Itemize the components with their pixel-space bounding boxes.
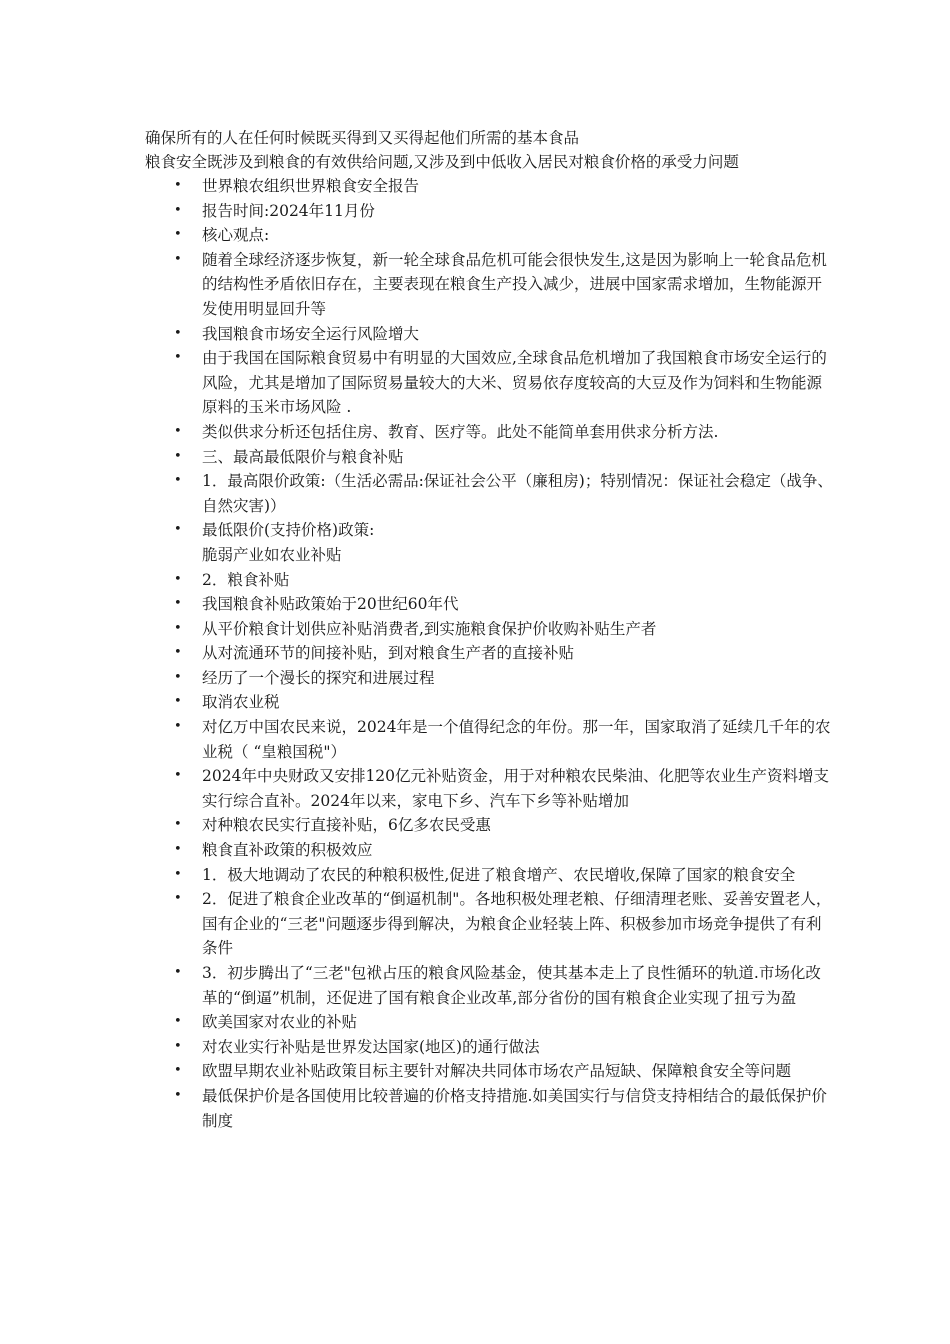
- bullet-icon: •: [174, 1038, 182, 1054]
- list-item-text: 取消农业税: [202, 693, 280, 712]
- bullet-icon: •: [174, 350, 182, 366]
- list-item: [145, 1084, 835, 1133]
- bullet-icon: •: [174, 891, 182, 907]
- list-item: [145, 1010, 835, 1035]
- bullet-icon: •: [174, 965, 182, 980]
- bullet-icon: •: [174, 1014, 182, 1030]
- list-item-text: 世界粮农组织世界粮食安全报告: [202, 177, 420, 195]
- list-item-text: 2024年中央财政又安排120亿元补贴资金，用于对种粮农民柴油、化肥等农业生产资料增支实行综合直补。2024年以来，家电下乡、汽车下乡等补贴增加: [202, 767, 830, 810]
- list-item-text: 1．极大地调动了农民的种粮积极性,促进了粮食增产、农民增收,保障了国家的粮食安全: [202, 865, 796, 884]
- list-item: [145, 445, 835, 470]
- bullet-icon: •: [174, 202, 182, 218]
- list-item: [145, 543, 835, 568]
- bullet-icon: •: [174, 448, 182, 464]
- list-item-text: 类似供求分析还包括住房、教育、医疗等。此处不能简单套用供求分析方法.: [202, 422, 719, 441]
- list-item: [145, 420, 835, 445]
- list-item: [145, 1035, 835, 1060]
- list-item: [145, 863, 835, 888]
- list-item-text: 三、最高最低限价与粮食补贴: [202, 447, 404, 466]
- list-item: [145, 715, 835, 764]
- list-item: [145, 887, 835, 961]
- list-item-text: 报告时间:2024年11月份: [202, 201, 375, 220]
- list-item: [145, 518, 835, 543]
- list-item-text: 3．初步腾出了“三老"包袱占压的粮食风险基金，使其基本走上了良性循环的轨道.市场化改革的“倒逼”机制，还促进了国有粮食企业改革,部分省份的国有粮食企业实现了扭亏为盈: [202, 964, 821, 1007]
- list-item-text: 欧美国家对农业的补贴: [202, 1013, 358, 1032]
- list-item: [145, 641, 835, 666]
- list-item-text: 1．最高限价政策:（生活必需品:保证社会公平（廉租房)；特别情况：保证社会稳定（战争、自然灾害)）: [202, 472, 833, 515]
- list-item-text: 从平价粮食计划供应补贴消费者,到实施粮食保护价收购补贴生产者: [202, 619, 657, 638]
- bullet-icon: •: [174, 768, 182, 784]
- bullet-icon: •: [174, 842, 182, 858]
- bullet-icon: •: [174, 227, 182, 243]
- list-item: [145, 174, 835, 199]
- list-item-text: 由于我国在国际粮食贸易中有明显的大国效应,全球食品危机增加了我国粮食市场安全运行的风险，尤其是增加了国际贸易量较大的大米、贸易依存度较高的大豆及作为饲料和生物能源原料的玉米市场风险 .: [202, 349, 827, 417]
- list-item: [145, 322, 835, 347]
- list-item: [145, 592, 835, 617]
- list-item: [145, 838, 835, 863]
- bullet-icon: •: [174, 473, 182, 489]
- list-item: [145, 813, 835, 838]
- list-item-text: 核心观点:: [202, 226, 270, 245]
- list-item-text: 我国粮食补贴政策始于20世纪60年代: [202, 595, 459, 614]
- list-item: [145, 248, 835, 322]
- list-item-text: 从对流通环节的间接补贴，到对粮食生产者的直接补贴: [202, 644, 575, 663]
- list-item: [145, 617, 835, 642]
- document-page: [145, 126, 835, 1133]
- bullet-icon: •: [174, 669, 182, 685]
- bullet-icon: •: [174, 620, 182, 636]
- bullet-icon: •: [174, 817, 182, 833]
- bullet-icon: •: [174, 1063, 182, 1079]
- bullet-icon: •: [174, 596, 182, 612]
- bullet-icon: •: [174, 645, 182, 661]
- list-item-text: 粮食直补政策的积极效应: [202, 841, 373, 860]
- list-item: [145, 666, 835, 691]
- bullet-icon: •: [174, 1087, 182, 1103]
- list-item: [145, 1059, 835, 1084]
- list-item: [145, 469, 835, 518]
- bullet-icon: •: [174, 522, 182, 538]
- list-item: [145, 690, 835, 715]
- bullet-icon: •: [174, 178, 182, 193]
- bullet-icon: •: [174, 866, 182, 882]
- list-item-text: 我国粮食市场安全运行风险增大: [202, 324, 420, 343]
- list-item-text: 对农业实行补贴是世界发达国家(地区)的通行做法: [202, 1037, 540, 1056]
- intro-line-2: 粮食安全既涉及到粮食的有效供给问题,又涉及到中低收入居民对粮食价格的承受力问题: [145, 153, 739, 171]
- bullet-icon: •: [174, 571, 182, 587]
- list-item-text: 2．促进了粮食企业改革的“倒逼机制"。各地积极处理老粮、仔细清理老账、妥善安置老人，国有企业的“三老"问题逐步得到解决，为粮食企业轻装上阵、积极参加市场竞争提供了有利条件: [202, 890, 832, 958]
- list-item: [145, 199, 835, 224]
- list-item-text: 最低限价(支持价格)政策:: [202, 521, 375, 540]
- list-item: [145, 223, 835, 248]
- list-item-text: 经历了一个漫长的探究和进展过程: [202, 668, 435, 687]
- bullet-icon: •: [174, 694, 182, 710]
- bullet-icon: •: [174, 423, 182, 439]
- list-item: [145, 568, 835, 593]
- list-item-text: 欧盟早期农业补贴政策目标主要针对解决共同体市场农产品短缺、保障粮食安全等问题: [202, 1062, 792, 1081]
- list-item-text: 最低保护价是各国使用比较普遍的价格支持措施.如美国实行与信贷支持相结合的最低保护价制度: [202, 1086, 827, 1130]
- list-item-text: 2．粮食补贴: [202, 570, 290, 589]
- list-item-text: 对种粮农民实行直接补贴，6亿多农民受惠: [202, 816, 491, 835]
- bullet-list: [145, 174, 835, 1133]
- bullet-icon: •: [174, 251, 182, 267]
- list-item-text: 随着全球经济逐步恢复，新一轮全球食品危机可能会很快发生,这是因为影响上一轮食品危机的结构性矛盾依旧存在，主要表现在粮食生产投入减少，进展中国家需求增加，生物能源开发使用明显回升等: [202, 250, 827, 318]
- list-item: [145, 346, 835, 420]
- list-item-text: 对亿万中国农民来说，2024年是一个值得纪念的年份。那一年，国家取消了延续几千年的农业税（ “皇粮国税"）: [202, 718, 831, 761]
- intro-line-1: 确保所有的人在任何时候既买得到又买得起他们所需的基本食品: [145, 129, 580, 147]
- bullet-icon: •: [174, 719, 182, 735]
- bullet-icon: •: [174, 325, 182, 341]
- list-item: [145, 961, 835, 1010]
- list-item: [145, 764, 835, 813]
- list-item-text: 脆弱产业如农业补贴: [202, 545, 342, 564]
